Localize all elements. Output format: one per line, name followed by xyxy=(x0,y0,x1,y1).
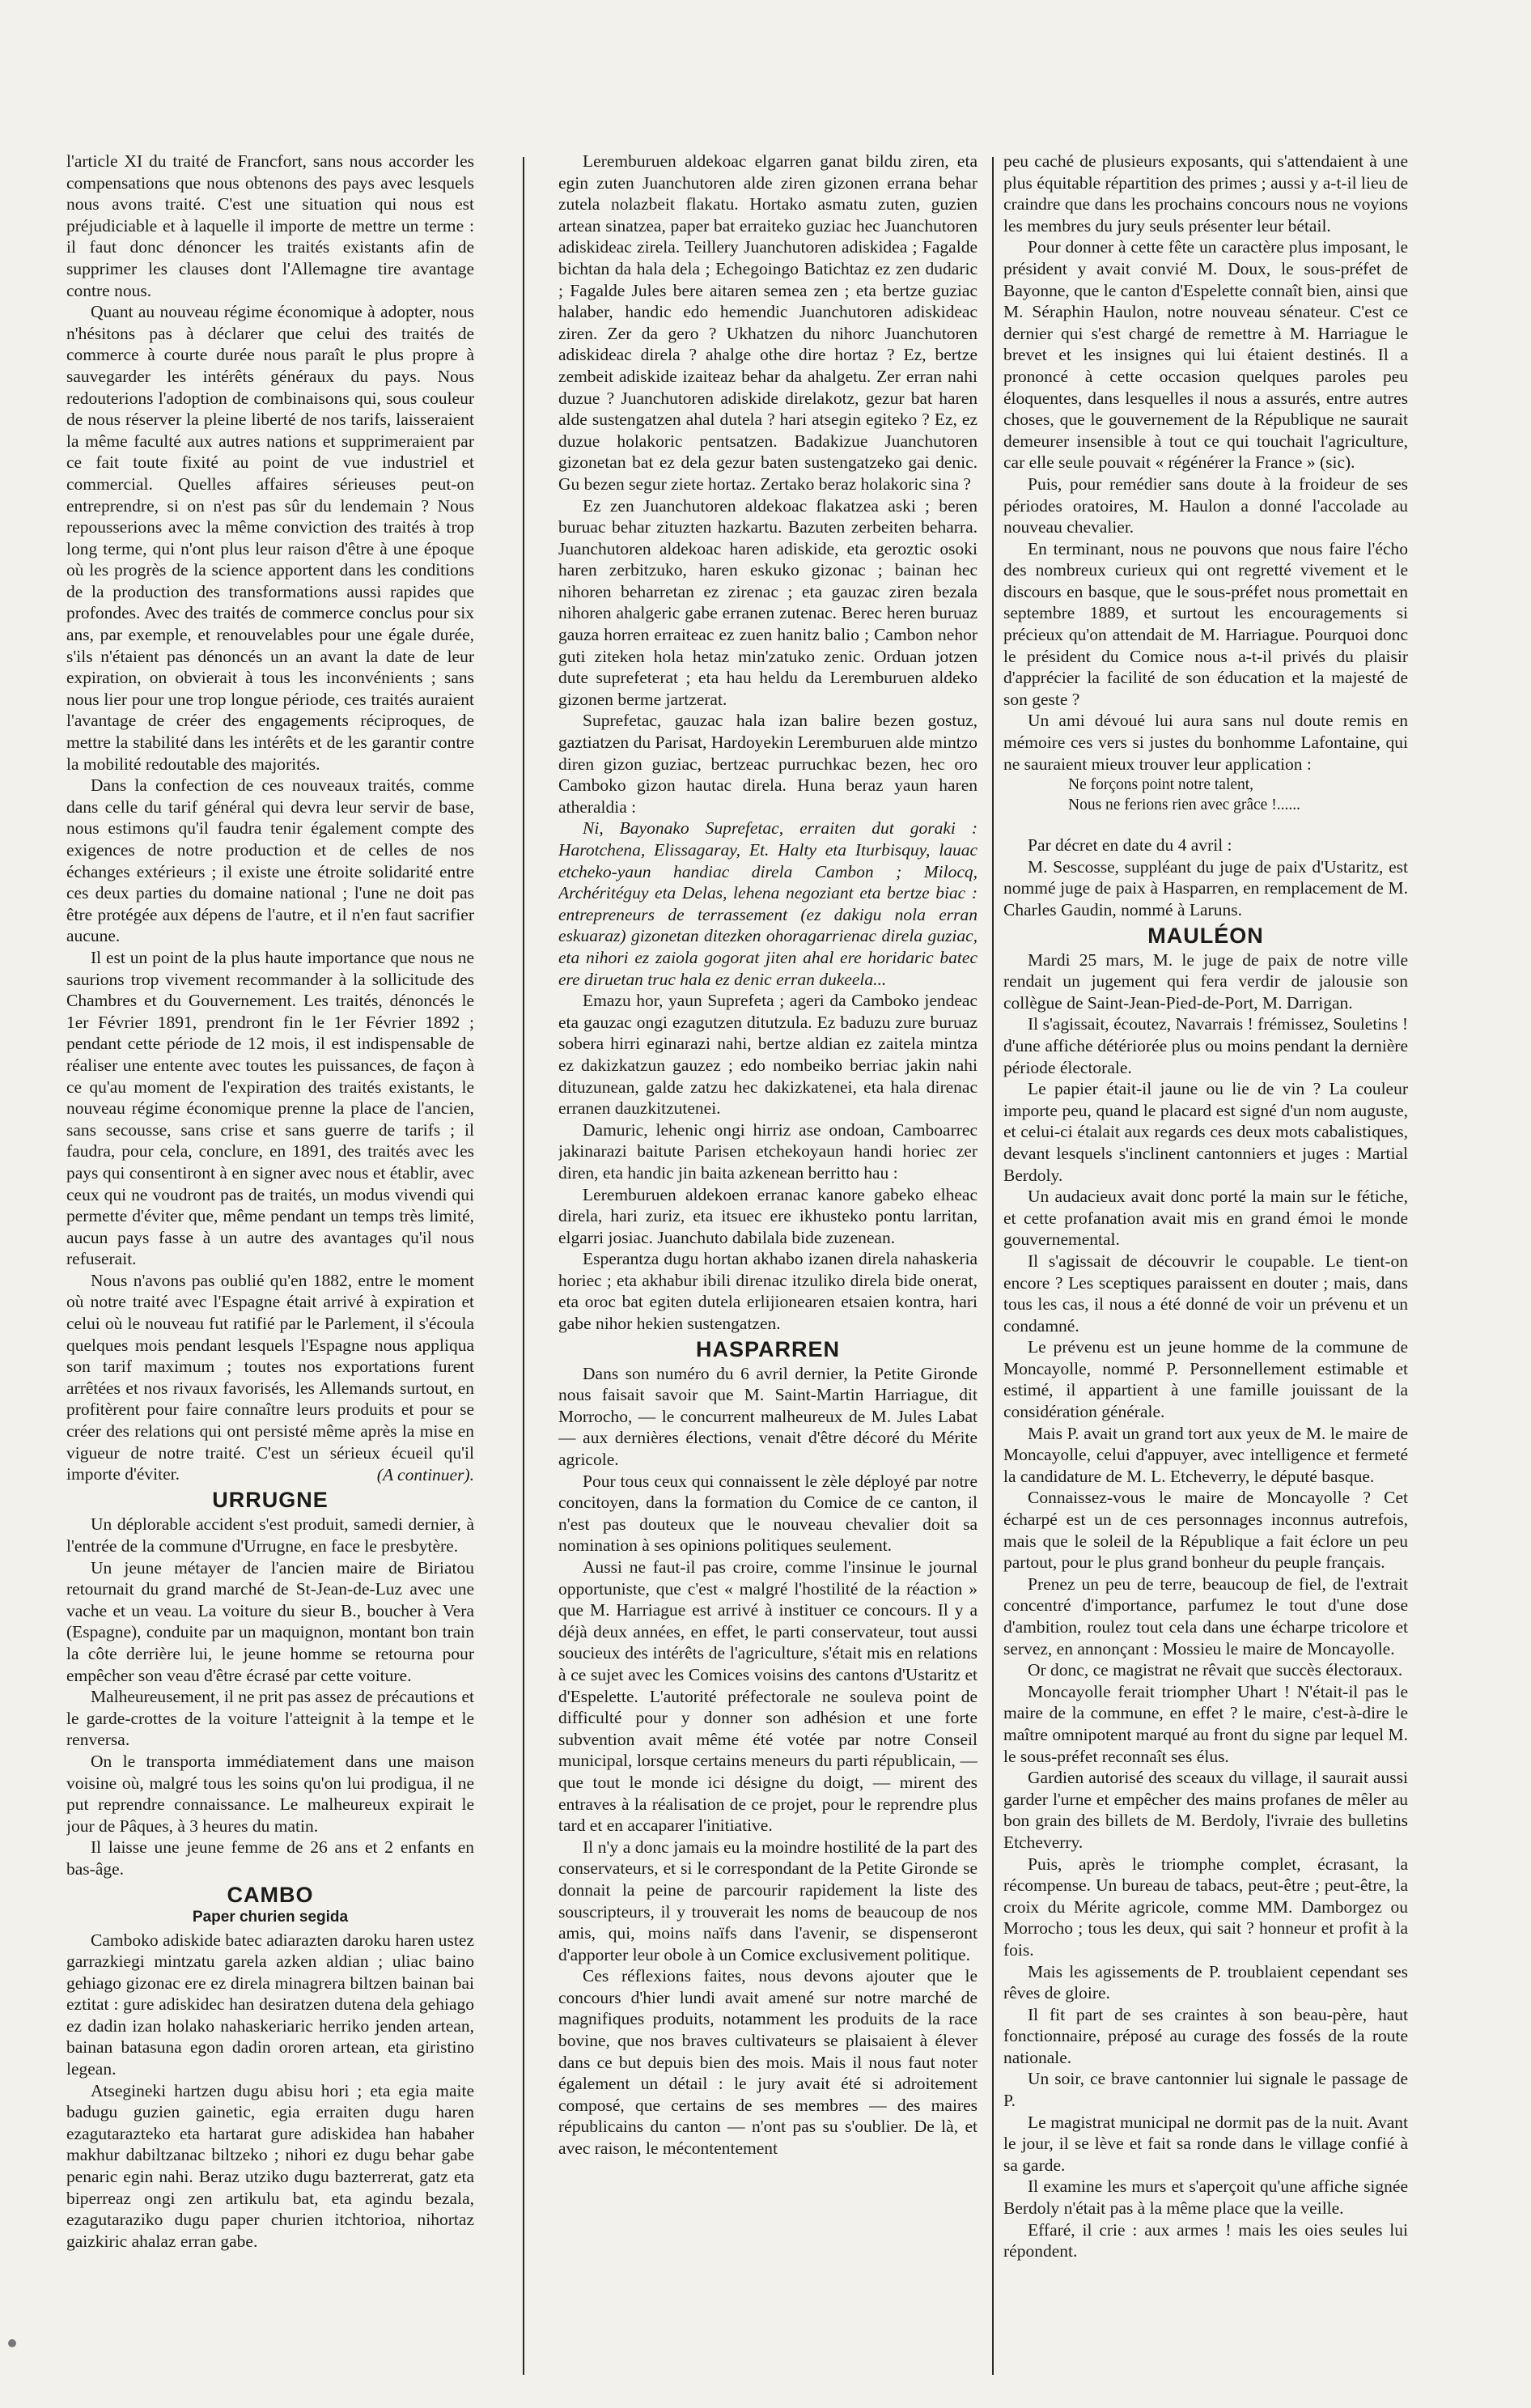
section-heading-cambo: CAMBO xyxy=(227,1882,314,1907)
column-divider xyxy=(523,157,524,2375)
column-left xyxy=(66,151,474,2385)
verse-line: Nous ne ferions rien avec grâce !...... xyxy=(1068,796,1300,814)
spacer xyxy=(1003,815,1408,835)
paragraph: Il s'agissait, écoutez, Navarrais ! frémissez, Souletins ! d'une affiche détériorée plus ou moins pendant la dernière période électorale. xyxy=(1003,1014,1408,1077)
paragraph: Par décret en date du 4 avril : xyxy=(1028,835,1232,856)
paragraph: Leremburuen aldekoac elgarren ganat bildu ziren, eta egin zuten Juanchutoren alde ziren gizonen errana behar zutela nolazbeit flakatu. Hortako asmatu zuten, guzien artean sinatzea, paper bat erraiteko guziac hec Juanchutoren adiskideac zirela. Teillery Juanchutoren adiskidea ; Fagalde bichtan da hala dela ; Echegoingo Batichtaz ez zen dudaric ; Fagalde Jules bere aitaren semea zen ; eta bertze guziac halaber, handic edo hemendic Juanchutoren adiskideac ziren. Zer da gero ? Ukhatzen du nihorc Juanchutoren adiskideac direla ? ahalge othe dire hortaz ? Ez, bertze zembeit adiskide izaiteaz behar da ahalgetu. Zer erran nahi duzue ? Juanchutoren adiskide direlakotz, gezur bat haren alde sustengatzen ahal dutela ? hari atsegin egiteko ? Ez, ez duzue holakoric pentsatzen. Badakizue Juanchutoren gizonetan bat ez dela gezur baten sustengatzeko gai denic. Gu bezen segur ziete hortaz. Zertako beraz holakoric sina ? xyxy=(558,151,978,494)
paragraph: Un soir, ce brave cantonnier lui signale le passage de P. xyxy=(1003,2069,1408,2111)
paragraph: Esperantza dugu hortan akhabo izanen direla nahaskeria horiec ; eta akhabur ibili direnac itzuliko direla bide onerat, eta oroc bat egiten dutela erlijionearen etsaien kontra, hari gabe nihor hekien sustengatzen. xyxy=(558,1249,978,1334)
paragraph: Atsegineki hartzen dugu abisu hori ; eta egia maite badugu guzien gainetic, egia erraiten dugu haren ezagutarazteko eta hartarat gure adiskidea han habaher makhur dabiltzanac biltzeko ; nihori ez dugu behar gabe penaric egin nahi. Beraz utziko dugu bazterrerat, gatz eta biperreaz ongi zen artikulu bat, eta agindu bezala, ezagutaraziko dugu paper churien itchtorioa, nihortaz gaizkiric ahalaz erran gabe. xyxy=(66,2080,474,2251)
paragraph: Il est un point de la plus haute importance que nous ne saurions trop vivement recommander à la sollicitude des Chambres et du Gouvernement. Les traités, dénoncés le 1er Février 1891, prendront fin le 1er Février 1892 ; pendant cette période de 12 mois, il est indispensable de réaliser une entente avec toutes les puissances, de façon à ce qu'au moment de l'expiration des traités existants, le nouveau régime économique prenne la place de l'ancien, sans secousse, sans crise et sans guerre de tarifs ; il faudra, pour cela, conclure, en 1891, des traités avec les pays qui consentiront à en signer avec nous et établir, avec ceux qui ne voudront pas de traités, un modus vivendi qui permette d'éviter que, même pendant un temps très limité, aucun pays fasse à un autre des avantages qu'il nous refuserait. xyxy=(66,947,474,1269)
paragraph: Nous n'avons pas oublié qu'en 1882, entre le moment où notre traité avec l'Espagne était arrivé à expiration et celui où le nouveau fut ratifié par le Parlement, il s'écoula quelques mois pendant lesquels l'Espagne nous appliqua son tarif maximum ; toutes nos exportations furent arrêtées et nos rivaux favorisés, les Allemands surtout, en profitèrent pour faire connaître leurs produits et pour se créer des relations qui ont persisté même après la mise en vigueur de notre traité. C'est un sérieux écueil qu'il importe d'éviter. xyxy=(66,1270,474,1484)
paragraph: Un ami dévoué lui aura sans nul doute remis en mémoire ces vers si justes du bonhomme Lafontaine, qui ne sauraient mieux trouver leur application : xyxy=(1003,711,1408,774)
paragraph: Effaré, il crie : aux armes ! mais les oies seules lui répondent. xyxy=(1003,2219,1408,2261)
paragraph: Camboko adiskide batec adiarazten daroku haren ustez garrazkiegi mintzatu garela azken aldian ; uliac baino gehiago gizonac ere ez direla minagrera biltzen bainan bai eztitat : gure adiskidec han desiratzen dutena dela gehiago ez dadin izan holako nahaskeriaric herriko jenden artean, bainan batasuna egon dadin ororen artean, eta giristino legean. xyxy=(66,1930,474,2079)
paragraph: Un déplorable accident s'est produit, samedi dernier, à l'entrée de la commune d'Urrugne, en face le presbytère. xyxy=(66,1514,474,1556)
paragraph: peu caché de plusieurs exposants, qui s'attendaient à une plus équitable répartition des primes ; aussi y a-t-il lieu de craindre que dans les prochains concours nous ne voyions les membres du jury seuls présenter leur bétail. xyxy=(1003,151,1408,236)
paragraph: Moncayolle ferait triompher Uhart ! N'était-il pas le maire de la commune, en effet ? le maire, c'est-à-dire le maître omnipotent marqué au front du signe par lequel M. le sous-préfet reconnaît ses élus. xyxy=(1003,1681,1408,1766)
paragraph: Dans son numéro du 6 avril dernier, la Petite Gironde nous faisait savoir que M. Saint-Martin Harriague, dit Morrocho, — le concurrent malheureux de M. Jules Labat — aux dernières élections, venait d'être décoré du Mérite agricole. xyxy=(558,1363,978,1470)
paragraph: Un jeune métayer de l'ancien maire de Biriatou retournait du grand marché de St-Jean-de-Luz avec une vache et un veau. La voiture du sieur B., boucher à Vera (Espagne), conduite par un maquignon, montant bon train la côte derrière lui, le jeune homme se retourna pour empêcher son veau d'être écrasé par cette voiture. xyxy=(66,1557,474,1685)
paragraph: Aussi ne faut-il pas croire, comme l'insinue le journal opportuniste, que c'est « malgré l'hostilité de la réaction » que M. Harriague est arrivé à instituer ce concours. Il y a déjà deux années, en effet, le parti conservateur, tout aussi soucieux des intérêts de l'agriculture, s'était mis en relations à ce sujet avec les Comices voisins des cantons d'Ustaritz et d'Espelette. L'autorité préfectorale ne souleva point de difficulté pour y donner son adhésion et une forte subvention avait même été votée par notre Conseil municipal, lorsque certains meneurs du parti républicain, — que tout le monde ici désigne du doigt, — mirent des entraves à la réalisation de ce projet, pour le reprendre plus tard et en accaparer l'initiative. xyxy=(558,1557,978,1836)
paragraph: Le prévenu est un jeune homme de la commune de Moncayolle, nommé P. Personnellement estimable et estimé, il appartient à une famille jouissant de la considération générale. xyxy=(1003,1337,1408,1422)
paragraph: Malheureusement, il ne prit pas assez de précautions et le garde-crottes de la voiture l'atteignit à la tempe et le renversa. xyxy=(66,1687,474,1750)
paragraph: Damuric, lehenic ongi hirriz ase ondoan, Camboarrec jakinarazi baitute Parisen etchekoyaun handi horiec zer diren, eta handic jin baita azkenean berritto hau : xyxy=(558,1119,978,1183)
paragraph: Mais P. avait un grand tort aux yeux de M. le maire de Moncayolle, celui d'appuyer, avec intelligence et fermeté la candidature de M. L. Etcheverry, le député basque. xyxy=(1003,1423,1408,1486)
paragraph: Puis, pour remédier sans doute à la froideur de ses périodes oratoires, M. Haulon a donné l'accolade au nouveau chevalier. xyxy=(1003,474,1408,537)
paragraph: Mardi 25 mars, M. le juge de paix de notre ville rendait un jugement qui fera verdir de jalousie son collègue de Saint-Jean-Pied-de-Port, M. Darrigan. xyxy=(1003,949,1408,1013)
paragraph: M. Sescosse, suppléant du juge de paix d'Ustaritz, est nommé juge de paix à Hasparren, en remplacement de M. Charles Gaudin, nommé à Laruns. xyxy=(1003,856,1408,919)
paragraph: Quant au nouveau régime économique à adopter, nous n'hésitons pas à déclarer que celui des traités de commerce à courte durée nous paraît le plus propre à sauvegarder les intérêts généraux du pays. Nous redouterions l'adoption de combinaisons qui, sous couleur de nous réserver la pleine liberté de nos tarifs, laisseraient la même faculté aux autres nations et supprimeraient par ce fait toute fixité au point de vue industriel et commercial. Quelles affaires sérieuses peut-on entreprendre, si on n'est pas sûr du lendemain ? Nous repousserions avec la même conviction des traités à trop long terme, qui n'ont plus leur raison d'être à une époque où les progrès de la science apportent dans les conditions de la production des transformations aussi rapides que profondes. Avec des traités de commerce conclus pour six ans, par exemple, et renouvelables pour une égale durée, s'ils n'étaient pas dénoncés un an avant la date de leur expiration, on obvierait à tous les inconvénients ; sans nous lier pour une trop longue période, ces traités auraient l'avantage de créer des engagements réciproques, de mettre la stabilité dans les intérêts et de les garantir contre la mobilité redoutable des majorités. xyxy=(66,302,474,774)
paragraph: Pour tous ceux qui connaissent le zèle déployé par notre concitoyen, dans la formation du Comice de ce canton, il n'est pas douteux que le nouveau chevalier doit sa nomination à ses opinions politiques seulement. xyxy=(558,1471,978,1556)
paragraph: Connaissez-vous le maire de Moncayolle ? Cet écharpé est un de ces personnages inconnus autrefois, mais que le soleil de la République a fait éclore un peu partout, pour le plus grand bonheur du peuple français. xyxy=(1003,1488,1408,1573)
paragraph: Il fit part de ses craintes à son beau-père, haut fonctionnaire, préposé au curage des fossés de la route nationale. xyxy=(1003,2004,1408,2067)
column-divider xyxy=(992,157,994,2375)
paragraph: l'article XI du traité de Francfort, sans nous accorder les compensations que nous obtenons des pays avec lesquels nous avons traité. C'est une situation qui nous est préjudiciable et à laquelle il importe de mettre un terme : il faut donc dénoncer les traités existants afin de supprimer les clauses dont l'Allemagne tire avantage contre nous. xyxy=(66,151,474,300)
paragraph: Il s'agissait de découvrir le coupable. Le tient-on encore ? Les sceptiques paraissent en douter ; mais, dans tous les cas, il nous a été donné de voir un prévenu et un condamné. xyxy=(1003,1251,1408,1336)
paragraph: Ez zen Juanchutoren aldekoac flakatzea aski ; beren buruac behar zituzten hazkartu. Bazuten zerbeiten beharra. Juanchutoren aldekoac haren adiskide, eta geroztic osoki haren zerbitzuko, haren eskuko gizonac ; bainan hec nihoren beharretan ez zirenac ; eta gauzac ziren bezala nihoren ahalgeric gabe erranen zutenac. Berec heren buruaz gauza horren erraiteac ez zuen hanitz balio ; Cambon nehor guti ziteken hola hetaz min'zatuko zenic. Orduan jotzen dute suprefeterat ; eta hau heldu da Leremburuen aldeko gizonen berme jartzerat. xyxy=(558,495,978,709)
paragraph: Il examine les murs et s'aperçoit qu'une affiche signée Berdoly n'était pas à la même place que la veille. xyxy=(1003,2177,1408,2219)
section-heading-urrugne: URRUGNE xyxy=(212,1488,329,1513)
verse-line: Ne forçons point notre talent, xyxy=(1068,776,1254,794)
section-heading-hasparren: HASPARREN xyxy=(695,1336,840,1361)
scan-dot xyxy=(8,2339,16,2347)
paragraph: Il n'y a donc jamais eu la moindre hostilité de la part des conservateurs, et si le correspondant de la Petite Gironde se donnait la peine de parcourir rapidement la liste des souscripteurs, il y trouverait les noms de beaucoup de nos amis, qui, moins naïfs dans l'avenir, se dispenseront d'apporter leur obole à un Comice exclusivement politique. xyxy=(558,1837,978,1964)
column-right xyxy=(1003,151,1408,2385)
column-middle xyxy=(558,151,978,2385)
paragraph: Puis, après le triomphe complet, écrasant, la récompense. Un bureau de tabacs, peut-être ; peut-être, la croix du Mérite agricole, comme MM. Damborgez ou Morrocho ; tous les deux, qui sait ? honneur et profit à la fois. xyxy=(1003,1854,1408,1960)
paragraph: Dans la confection de ces nouveaux traités, comme dans celle du tarif général qui devra leur servir de base, nous estimons qu'il faudra tenir également compte des exigences de notre production et de celles de nos échanges extérieurs ; il existe une étroite solidarité entre ces deux parties du domaine national ; l'une ne doit pas être protégée aux dépens de l'autre, et il n'en faut sacrifier aucune. xyxy=(66,775,474,946)
paragraph: Emazu hor, yaun Suprefeta ; ageri da Camboko jendeac eta gauzac ongi ezagutzen ditutzula. Ez baduzu zure buruaz sobera hirri eginarazi nahi, bertze aldian ez zaitela mintza ez dakizkatzun gauzez ; edo nombeiko berriac jakin nahi dituzunean, galde zatzu hec dakizkatenei, eta hala direnac erranen dauzkitzutenei. xyxy=(558,991,978,1119)
paragraph: Un audacieux avait donc porté la main sur le fétiche, et cette profanation avait mis en grand émoi le monde gouvernemental. xyxy=(1003,1187,1408,1250)
paragraph: Pour donner à cette fête un caractère plus imposant, le président y avait convié M. Doux, le sous-préfet de Bayonne, que le canton d'Espelette connaît bien, ainsi que M. Séraphin Haulon, notre nouveau sénateur. C'est ce dernier qui s'est chargé de remettre à M. Harriague le brevet et les insignes qui lui étaient destinés. Il a prononcé à cette occasion quelques paroles peu éloquentes, dans lesquelles il nous a assurés, entre autres choses, que le gouvernement de la République ne saurait demeurer insensible à tout ce qui touchait l'agriculture, car elle seule pouvait « régénérer la France » (sic). xyxy=(1003,237,1408,473)
to-be-continued: (A continuer). xyxy=(376,1464,474,1484)
paragraph: Gardien autorisé des sceaux du village, il saurait aussi garder l'urne et empêcher des mains profanes de mêler au bon grain des billets de M. Berdoly, l'ivraie des bulletins Etcheverry. xyxy=(1003,1768,1408,1852)
section-heading-mauleon: MAULÉON xyxy=(1147,923,1264,948)
paragraph: Mais les agissements de P. troublaient cependant ses rêves de gloire. xyxy=(1003,1961,1408,2003)
paragraph: Prenez un peu de terre, beaucoup de fiel, de l'extrait concentré d'importance, parfumez le tout d'une dose d'ambition, roulez tout cela dans une écharpe tricolore et servez, en annonçant : Mossieu le maire de Moncayolle. xyxy=(1003,1573,1408,1658)
paragraph: Il laisse une jeune femme de 26 ans et 2 enfants en bas-âge. xyxy=(66,1837,474,1879)
paragraph: En terminant, nous ne pouvons que nous faire l'écho des nombreux curieux qui ont regretté vivement et le discours en basque, que le sous-préfet nous promettait en septembre 1889, et surtout les encouragements si précieux qu'on attendait de M. Harriague. Pourquoi donc le président du Comice nous a-t-il privés du plaisir d'apprécier la facilité de son éducation et la majesté de son geste ? xyxy=(1003,538,1408,709)
paragraph: Leremburuen aldekoen erranac kanore gabeko elheac direla, hari zuriz, eta itsuec ere ikhusteko pontu larritan, elgarri josiac. Juanchuto dabilala bide zuzenean. xyxy=(558,1184,978,1247)
paragraph: Or donc, ce magistrat ne rêvait que succès électoraux. xyxy=(1028,1660,1403,1680)
paragraph: On le transporta immédiatement dans une maison voisine où, malgré tous les soins qu'on lui prodigua, il ne put reprendre connaissance. Le malheureux expirait le jour de Pâques, à 3 heures du matin. xyxy=(66,1751,474,1836)
paragraph: Le magistrat municipal ne dormit pas de la nuit. Avant le jour, il se lève et fait sa ronde dans le village confié à sa garde. xyxy=(1003,2112,1408,2175)
section-subheading: Paper churien segida xyxy=(192,1908,349,1926)
paragraph: Ces réflexions faites, nous devons ajouter que le concours d'hier lundi avait amené sur notre marché de magnifiques produits, notamment les produits de la race bovine, que nos braves cultivateurs se plaisaient à élever dans ce but depuis bien des mois. Mais il nous faut noter également un détail : le jury avait été si adroitement composé, que certains de ses membres — des maires républicains du canton — n'ont pas su s'oublier. De là, et avec raison, le mécontentement xyxy=(558,1966,978,2159)
paragraph: Suprefetac, gauzac hala izan balire bezen gostuz, gaztiatzen du Parisat, Hardoyekin Leremburuen alde mintzo diren gizon guziac, bertzeac purruchkac bezen, hec oro Camboko gizon hautac direla. Huna beraz yaun haren atheraldia : xyxy=(558,711,978,817)
paragraph: Le papier était-il jaune ou lie de vin ? La couleur importe peu, quand le placard est signé d'un nom auguste, et celui-ci étalait aux regards ces deux mots cabalistiques, devant lesquels s'inclinent cantonniers et juges : Martial Berdoly. xyxy=(1003,1079,1408,1185)
quoted-statement: Ni, Bayonako Suprefetac, erraiten dut goraki : Harotchena, Elissagaray, Et. Halty eta Iturbisquy, lauac etcheko-yaun handiac direla Cambon ; Milocq, Archéritéguy eta Delas, lehena negoziant eta bertze biac : entrepreneurs de terrassement (ez dakigu nola erran eskuaraz) gizonetan ditezken ohoragarrienac direla guziac, eta nihori ez zaiola gogorat jiten ahal ere horidaric batec ere diruetan truc hala ez denic erran dukeela... xyxy=(558,818,978,989)
